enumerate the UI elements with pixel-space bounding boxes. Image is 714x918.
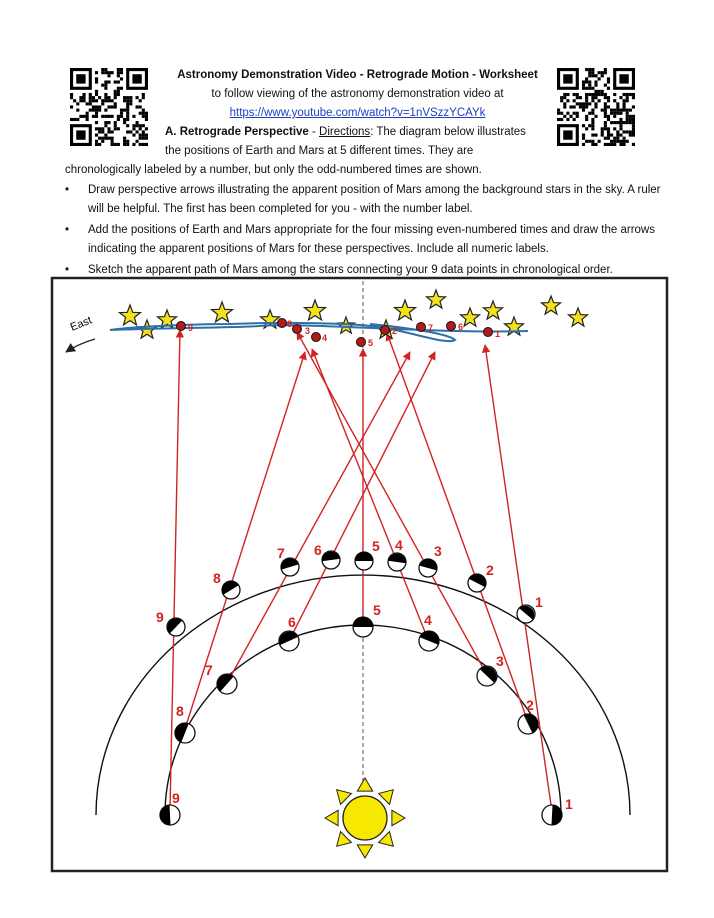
east-indicator (66, 314, 95, 352)
east-arrow-icon (66, 339, 95, 352)
sky-position-label: 1 (495, 329, 501, 339)
perspective-arrow (227, 352, 410, 683)
mars-icon (517, 605, 535, 623)
mars-icon (322, 551, 340, 569)
instruction-item: • Draw perspective arrows illustrating the apparent position of Mars among the background stars in the sky. A ruler will be helpful. The first has been completed for you - with the number label. (65, 181, 665, 219)
earth-icon (419, 631, 439, 651)
sky-position-dot (447, 322, 456, 331)
instruction-item: • Sketch the apparent path of Mars among the stars connecting your 9 data points in chronological order. (65, 261, 665, 280)
star-icon (212, 302, 233, 322)
video-link[interactable]: https://www.youtube.com/watch?v=1nVSzzYCAYk (229, 107, 486, 119)
sky-position-dot (357, 338, 366, 347)
earth-position-label: 1 (565, 796, 573, 812)
earth-position-label: 8 (176, 703, 184, 719)
mars-position-label: 5 (372, 538, 380, 554)
mars-position-label: 4 (395, 537, 403, 553)
sky-position-dot (177, 322, 186, 331)
earth-icon (217, 674, 237, 694)
perspective-arrows (170, 330, 552, 812)
perspective-arrow (387, 333, 528, 722)
perspective-arrow (289, 352, 435, 641)
mars-icon (222, 581, 240, 599)
sky-position-label: 2 (392, 326, 398, 336)
instruction-item: • Add the positions of Earth and Mars appropriate for the four missing even-numbered times and draw the arrows indicating the apparent positions of Mars for these perspectives. Include all numeric labels. (65, 221, 665, 259)
perspective-arrow (184, 352, 305, 732)
mars-icon (419, 559, 437, 577)
star-icon (395, 300, 416, 320)
mars-position-label: 1 (535, 594, 543, 610)
mars-position-label: 8 (213, 570, 221, 586)
sky-position-label: 7 (428, 323, 434, 333)
mars-icon (468, 574, 486, 592)
sky-position-dot (381, 326, 390, 335)
earth-position-label: 6 (288, 614, 296, 630)
earth-position-label: 7 (205, 662, 213, 678)
east-label: East (68, 314, 94, 334)
sky-position-dot (278, 319, 287, 328)
star-icon (120, 305, 141, 325)
sky-position-label: 4 (322, 333, 328, 343)
perspective-arrow (312, 349, 429, 642)
earth-position-label: 5 (373, 602, 381, 618)
sky-position-label: 9 (188, 323, 194, 333)
worksheet-title: Astronomy Demonstration Video - Retrograde Motion - Worksheet (177, 69, 538, 81)
earth-icon (477, 666, 497, 686)
sky-position-label: 3 (305, 326, 311, 336)
sky-position-dot (417, 323, 426, 332)
directions-text-1: : The diagram below illustrates (370, 126, 526, 138)
directions-text-3: chronologically labeled by a number, but only the odd-numbered times are shown. (65, 164, 482, 176)
star-icon (461, 308, 480, 326)
earth-icon (518, 714, 538, 734)
section-label: A. Retrograde Perspective (165, 126, 309, 138)
earth-icon (279, 631, 299, 651)
section-separator: - (308, 126, 320, 138)
earth-position-label: 3 (496, 653, 504, 669)
mars-icon (355, 552, 373, 570)
mars-position-label: 9 (156, 609, 164, 625)
sky-position-dot (293, 325, 302, 334)
sky-position-dot (484, 328, 493, 337)
earth-icon (353, 617, 373, 637)
earth-icon (160, 805, 180, 825)
earth-icon (175, 723, 195, 743)
sun-icon (325, 778, 405, 858)
earth-position-label: 4 (424, 612, 432, 628)
mars-position-label: 7 (277, 545, 285, 561)
sky-position-label: 6 (458, 322, 464, 332)
star-icon (305, 300, 326, 320)
directions-text-2: the positions of Earth and Mars at 5 different times. They are (165, 145, 474, 157)
star-icon (484, 301, 503, 319)
worksheet-subtitle: to follow viewing of the astronomy demonstration video at (211, 88, 504, 100)
mars-position-label: 2 (486, 562, 494, 578)
sky-position-dot (312, 333, 321, 342)
star-icon (542, 296, 561, 314)
earth-position-label: 2 (526, 697, 534, 713)
sky-position-label: 5 (368, 338, 374, 348)
mars-position-label: 3 (434, 543, 442, 559)
earth-icon (542, 805, 562, 825)
mars-icon (388, 553, 406, 571)
sky-position-label: 8 (287, 319, 293, 329)
mars-icon (167, 618, 185, 636)
perspective-arrow (485, 345, 552, 812)
star-icon (427, 290, 446, 308)
earth-position-label: 9 (172, 790, 180, 806)
star-icon (505, 317, 524, 335)
star-icon (569, 308, 588, 326)
mars-position-label: 6 (314, 542, 322, 558)
directions-label: Directions (319, 126, 371, 138)
